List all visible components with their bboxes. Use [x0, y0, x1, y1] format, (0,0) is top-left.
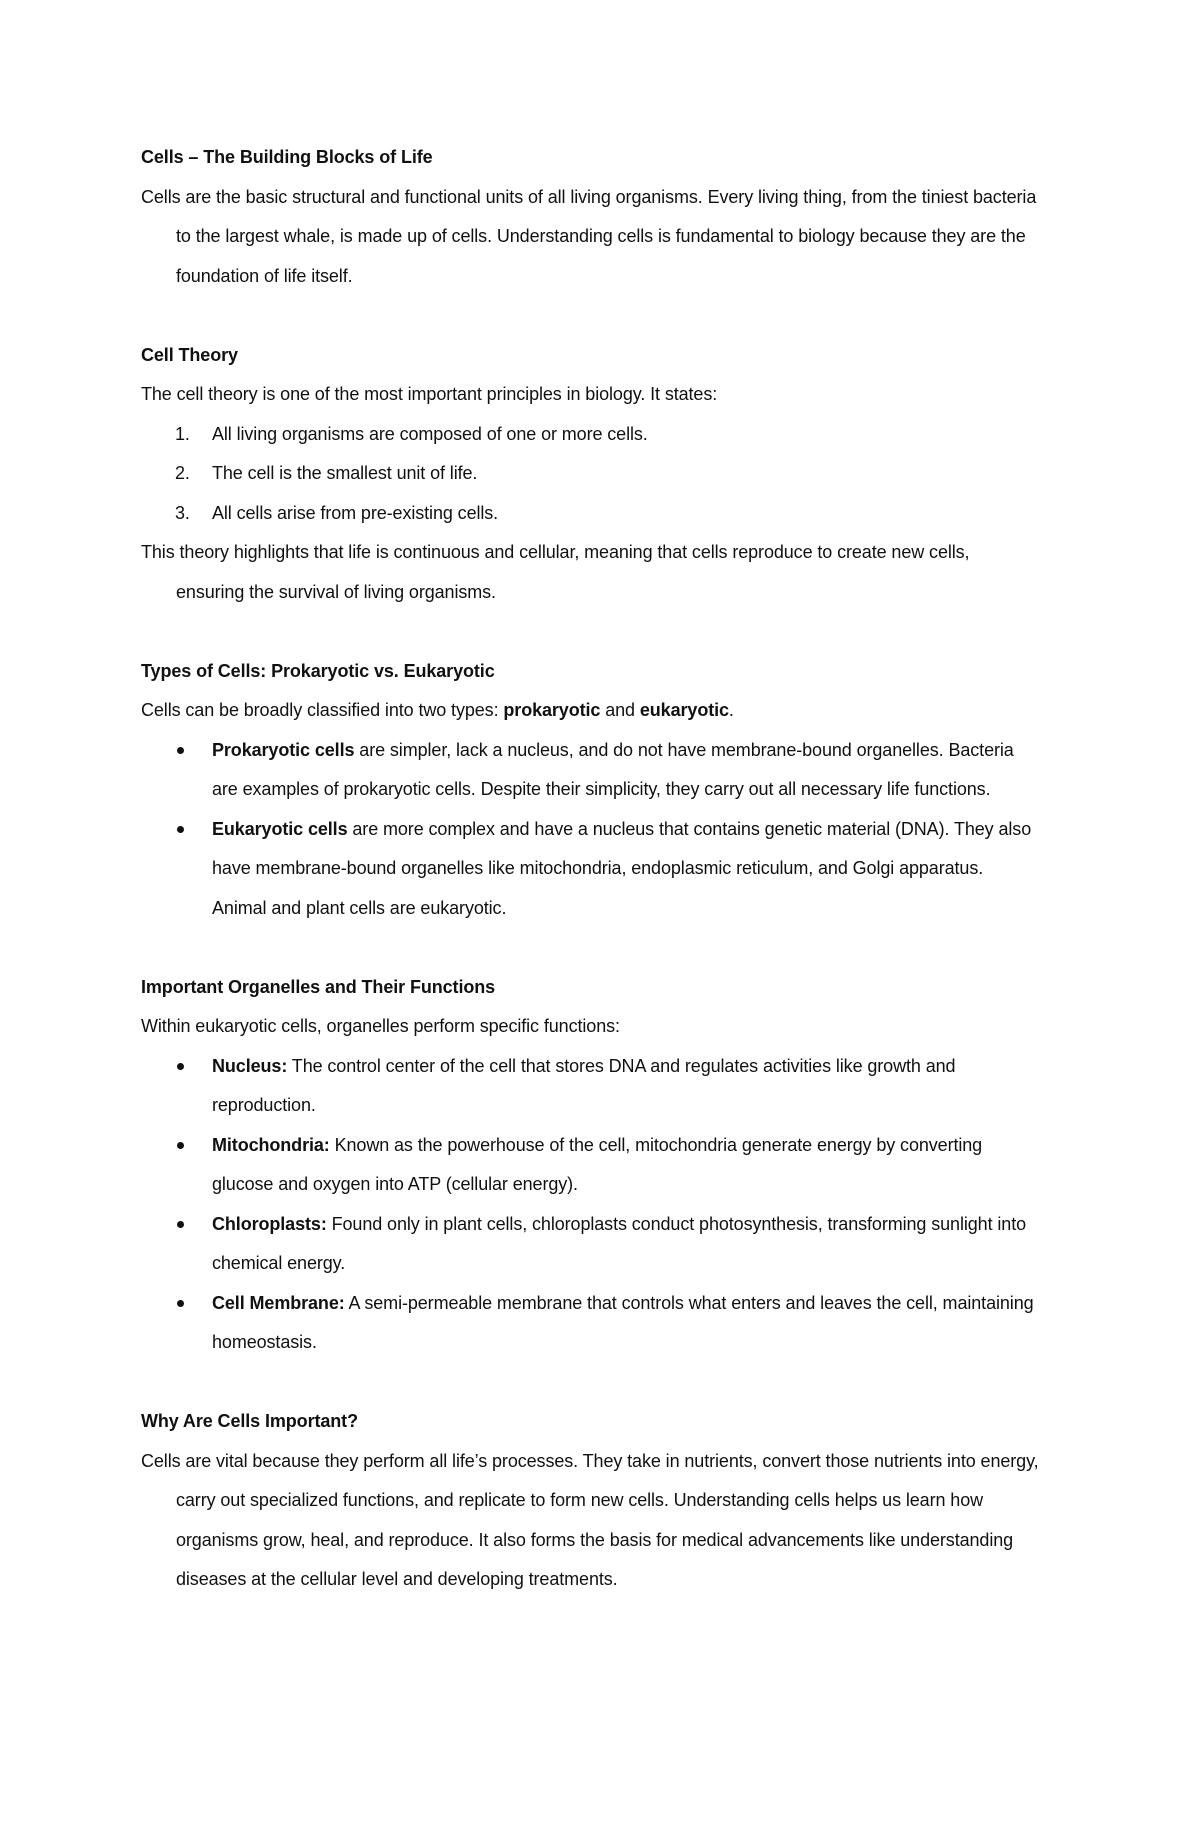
section-spacer [141, 1363, 1041, 1403]
list-item-term: Prokaryotic cells [212, 739, 355, 760]
list-number: 1. [175, 423, 190, 444]
document-body [141, 138, 1041, 1600]
cell-types-lead: Cells can be broadly classified into two types: prokaryotic and eukaryotic. [141, 700, 734, 720]
list-item [141, 1047, 1041, 1126]
eukaryotic-term: eukaryotic [639, 700, 729, 720]
list-item-term: Chloroplasts: [212, 1213, 327, 1234]
list-item [141, 1126, 1041, 1205]
list-item-text: The control center of the cell that stores DNA and regulates activities like growth and reproduction. [212, 1055, 956, 1115]
list-item [141, 1205, 1041, 1284]
section-spacer [141, 928, 1041, 968]
list-item [141, 1284, 1041, 1363]
document-title: Cells – The Building Blocks of Life [141, 147, 433, 167]
list-item [141, 731, 1041, 810]
bullet-icon [177, 1221, 184, 1228]
cell-types-heading: Types of Cells: Prokaryotic vs. Eukaryotic [141, 660, 495, 681]
cell-theory-heading: Cell Theory [141, 344, 238, 365]
bullet-icon [177, 1063, 184, 1070]
section-spacer [141, 296, 1041, 336]
list-item-text: The cell is the smallest unit of life. [212, 463, 478, 483]
organelles-heading: Important Organelles and Their Functions [141, 976, 496, 997]
cell-theory-list [141, 415, 1041, 534]
list-item-text: are more complex and have a nucleus that contains genetic material (DNA). They also have membrane-bound organelles like mitochondria, endoplasmic reticulum, and Golgi apparatus. Animal and plant cells are eukaryotic. [212, 818, 1032, 918]
list-item-term: Mitochondria: [212, 1134, 330, 1155]
list-item-text: All living organisms are composed of one or more cells. [212, 423, 648, 444]
list-item-text: Known as the powerhouse of the cell, mitochondria generate energy by converting glucose and oxygen into ATP (cellular energy). [212, 1134, 983, 1194]
prokaryotic-term: prokaryotic [503, 700, 601, 720]
bullet-icon [177, 1142, 184, 1149]
list-item [141, 810, 1041, 929]
organelles-lead: Within eukaryotic cells, organelles perform specific functions: [141, 1016, 620, 1036]
list-item-text: All cells arise from pre-existing cells. [212, 502, 499, 523]
section-spacer [141, 612, 1041, 652]
organelles-list [141, 1047, 1041, 1363]
list-item [141, 415, 1041, 455]
importance-heading: Why Are Cells Important? [141, 1411, 358, 1431]
importance-paragraph: Cells are vital because they perform all life’s processes. They take in nutrients, convert those nutrients into energy, carry out specialized functions, and replicate to form new cells. Understanding cells helps us learn how organisms grow, heal, and reproduce. It also forms the basis for medical advancements like understanding diseases at the cellular level and developing treatments. [141, 1450, 1039, 1589]
bullet-icon [177, 826, 184, 833]
list-item-term: Cell Membrane: [212, 1292, 345, 1313]
list-item-text: are simpler, lack a nucleus, and do not have membrane-bound organelles. Bacteria are examples of prokaryotic cells. Despite their simplicity, they carry out all necessary life functions. [212, 739, 1014, 799]
list-item-text: Found only in plant cells, chloroplasts conduct photosynthesis, transforming sunlight into chemical energy. [212, 1213, 1027, 1273]
list-item [141, 494, 1041, 534]
list-number: 2. [175, 463, 190, 483]
cell-theory-lead: The cell theory is one of the most important principles in biology. It states: [141, 384, 718, 404]
cell-types-list [141, 731, 1041, 929]
list-item-term: Nucleus: [212, 1055, 288, 1076]
bullet-icon [177, 1300, 184, 1307]
cell-theory-closing: This theory highlights that life is continuous and cellular, meaning that cells reproduce to create new cells, ensuring the survival of living organisms. [141, 542, 970, 602]
list-item-term: Eukaryotic cells [212, 818, 348, 839]
list-item [141, 454, 1041, 494]
list-item-text: A semi-permeable membrane that controls what enters and leaves the cell, maintaining homeostasis. [212, 1292, 1034, 1352]
intro-paragraph: Cells are the basic structural and functional units of all living organisms. Every living thing, from the tiniest bacteria to the largest whale, is made up of cells. Understanding cells is fundamental to biology because they are the foundation of life itself. [141, 186, 1037, 286]
bullet-icon [177, 747, 184, 754]
list-number: 3. [175, 502, 190, 523]
